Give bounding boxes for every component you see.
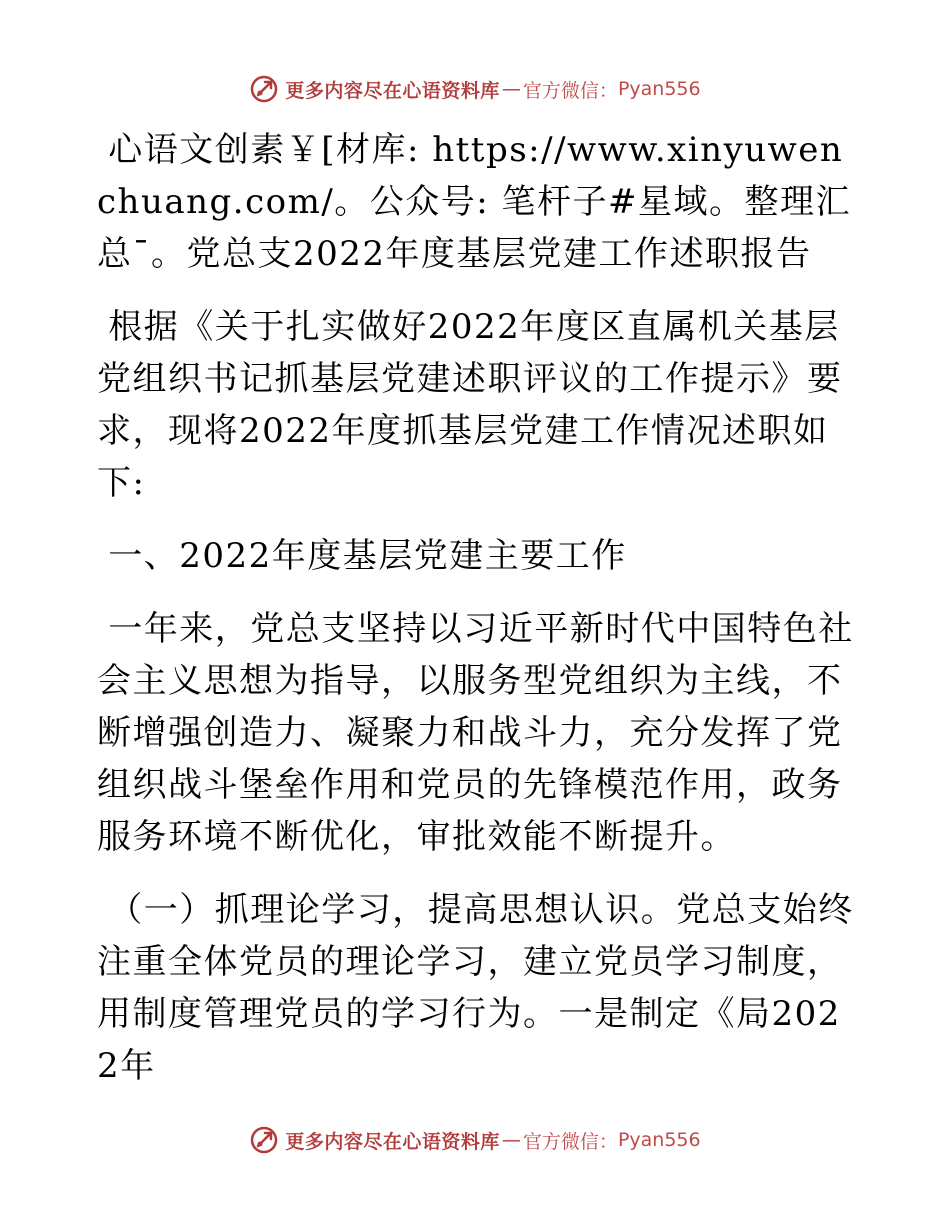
watermark-main-text: 更多内容尽在心语资料库 [285,1130,500,1153]
watermark-separator: — [501,1129,521,1151]
watermark-tail-text: 官方微信： [522,1130,618,1153]
paragraph-theory-study: （一）抓理论学习，提高思想认识。党总支始终注重全体党员的理论学习，建立党员学习制度，用制度管理党员的学习行为。一是制定《局2022年 [97,890,854,1086]
watermark-separator: — [501,78,521,100]
logo-icon [249,1125,279,1155]
paragraph-overview: 一年来，党总支坚持以习近平新时代中国特色社会主义思想为指导，以服务型党组织为主线，不断增强创造力、凝聚力和战斗力，充分发挥了党组织战斗堡垒作用和党员的先锋模范作用，政务服务环境不断优化，审批效能不断提升。 [97,609,854,857]
paragraph-intro: 根据《关于扎实做好2022年度区直属机关基层党组织书记抓基层党建述职评议的工作提示》要求，现将2022年度抓基层党建工作情况述职如下: [97,307,843,503]
logo-icon [249,74,279,104]
watermark-main-text: 更多内容尽在心语资料库 [285,79,500,102]
watermark-wechat-id: Pyan556 [617,78,701,100]
watermark-footer [0,1123,950,1157]
watermark-tail-text: 官方微信： [522,79,618,102]
watermark-wechat-id: Pyan556 [617,1129,701,1151]
watermark-header [0,72,950,106]
document-body [97,124,857,1113]
section-heading: 一、2022年度基层党建主要工作 [108,536,627,576]
paragraph-title: 心语文创素￥[材库: https://www.xinyuwenchuang.com/。公众号: 笔杆子#星域。整理汇总¯。党总支2022年度基层党建工作述职报告 [97,130,852,274]
